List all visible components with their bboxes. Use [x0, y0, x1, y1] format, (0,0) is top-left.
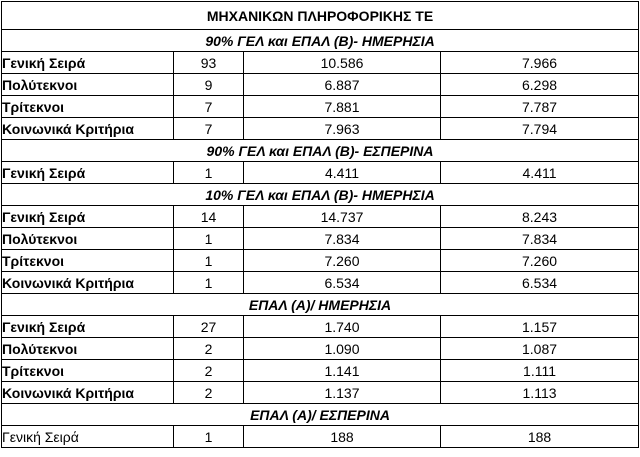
row-first-score: 1.137 [244, 382, 441, 404]
row-label: Τρίτεκνοι [2, 96, 174, 118]
row-last-score: 1.157 [441, 316, 639, 338]
row-count: 1 [174, 162, 244, 184]
row-first-score: 7.881 [244, 96, 441, 118]
row-first-score: 7.260 [244, 250, 441, 272]
table-row [2, 360, 639, 382]
row-last-score: 1.111 [441, 360, 639, 382]
row-first-score: 7.963 [244, 118, 441, 140]
table-row [2, 118, 639, 140]
table-row [2, 250, 639, 272]
row-first-score: 1.090 [244, 338, 441, 360]
title-row [2, 2, 639, 30]
table-row [2, 206, 639, 228]
row-count: 14 [174, 206, 244, 228]
row-label: Κοινωνικά Κριτήρια [2, 272, 174, 294]
row-first-score: 4.411 [244, 162, 441, 184]
row-label: Τρίτεκνοι [2, 250, 174, 272]
row-label: Γενική Σειρά [2, 206, 174, 228]
row-label: Γενική Σειρά [2, 426, 174, 448]
section-header-row [2, 184, 639, 206]
table-row [2, 272, 639, 294]
row-count: 7 [174, 96, 244, 118]
row-label: Πολύτεκνοι [2, 74, 174, 96]
row-label: Γενική Σειρά [2, 316, 174, 338]
row-first-score: 188 [244, 426, 441, 448]
table-title: ΜΗΧΑΝΙΚΩΝ ΠΛΗΡΟΦΟΡΙΚΗΣ ΤΕ [2, 2, 639, 30]
row-last-score: 1.087 [441, 338, 639, 360]
row-label: Πολύτεκνοι [2, 228, 174, 250]
row-first-score: 14.737 [244, 206, 441, 228]
table-row [2, 382, 639, 404]
row-first-score: 1.740 [244, 316, 441, 338]
row-count: 2 [174, 360, 244, 382]
row-last-score: 7.260 [441, 250, 639, 272]
row-label: Κοινωνικά Κριτήρια [2, 382, 174, 404]
table-row [2, 52, 639, 74]
section-header-row [2, 30, 639, 52]
row-count: 93 [174, 52, 244, 74]
row-last-score: 1.113 [441, 382, 639, 404]
row-first-score: 1.141 [244, 360, 441, 382]
row-label: Γενική Σειρά [2, 52, 174, 74]
row-first-score: 6.534 [244, 272, 441, 294]
table-row [2, 426, 639, 448]
row-label: Πολύτεκνοι [2, 338, 174, 360]
row-last-score: 6.298 [441, 74, 639, 96]
row-last-score: 8.243 [441, 206, 639, 228]
row-last-score: 4.411 [441, 162, 639, 184]
section-heading: ΕΠΑΛ (Α)/ ΗΜΕΡΗΣΙΑ [2, 294, 639, 316]
row-last-score: 188 [441, 426, 639, 448]
section-header-row [2, 404, 639, 426]
row-count: 1 [174, 250, 244, 272]
row-count: 1 [174, 228, 244, 250]
row-label: Γενική Σειρά [2, 162, 174, 184]
row-count: 1 [174, 426, 244, 448]
row-count: 7 [174, 118, 244, 140]
row-label: Κοινωνικά Κριτήρια [2, 118, 174, 140]
table-row [2, 162, 639, 184]
section-heading: 90% ΓΕΛ και ΕΠΑΛ (Β)- ΗΜΕΡΗΣΙΑ [2, 30, 639, 52]
section-header-row [2, 140, 639, 162]
row-first-score: 7.834 [244, 228, 441, 250]
row-first-score: 6.887 [244, 74, 441, 96]
row-first-score: 10.586 [244, 52, 441, 74]
row-last-score: 7.794 [441, 118, 639, 140]
row-count: 2 [174, 338, 244, 360]
row-last-score: 7.787 [441, 96, 639, 118]
results-table [1, 1, 639, 448]
row-last-score: 6.534 [441, 272, 639, 294]
row-label: Τρίτεκνοι [2, 360, 174, 382]
table-row [2, 228, 639, 250]
section-heading: 10% ΓΕΛ και ΕΠΑΛ (Β)- ΗΜΕΡΗΣΙΑ [2, 184, 639, 206]
section-heading: 90% ΓΕΛ και ΕΠΑΛ (Β)- ΕΣΠΕΡΙΝΑ [2, 140, 639, 162]
row-last-score: 7.834 [441, 228, 639, 250]
table-row [2, 74, 639, 96]
row-count: 1 [174, 272, 244, 294]
section-header-row [2, 294, 639, 316]
row-last-score: 7.966 [441, 52, 639, 74]
table-row [2, 338, 639, 360]
row-count: 27 [174, 316, 244, 338]
table-row [2, 96, 639, 118]
row-count: 9 [174, 74, 244, 96]
row-count: 2 [174, 382, 244, 404]
table-row [2, 316, 639, 338]
section-heading: ΕΠΑΛ (Α)/ ΕΣΠΕΡΙΝΑ [2, 404, 639, 426]
